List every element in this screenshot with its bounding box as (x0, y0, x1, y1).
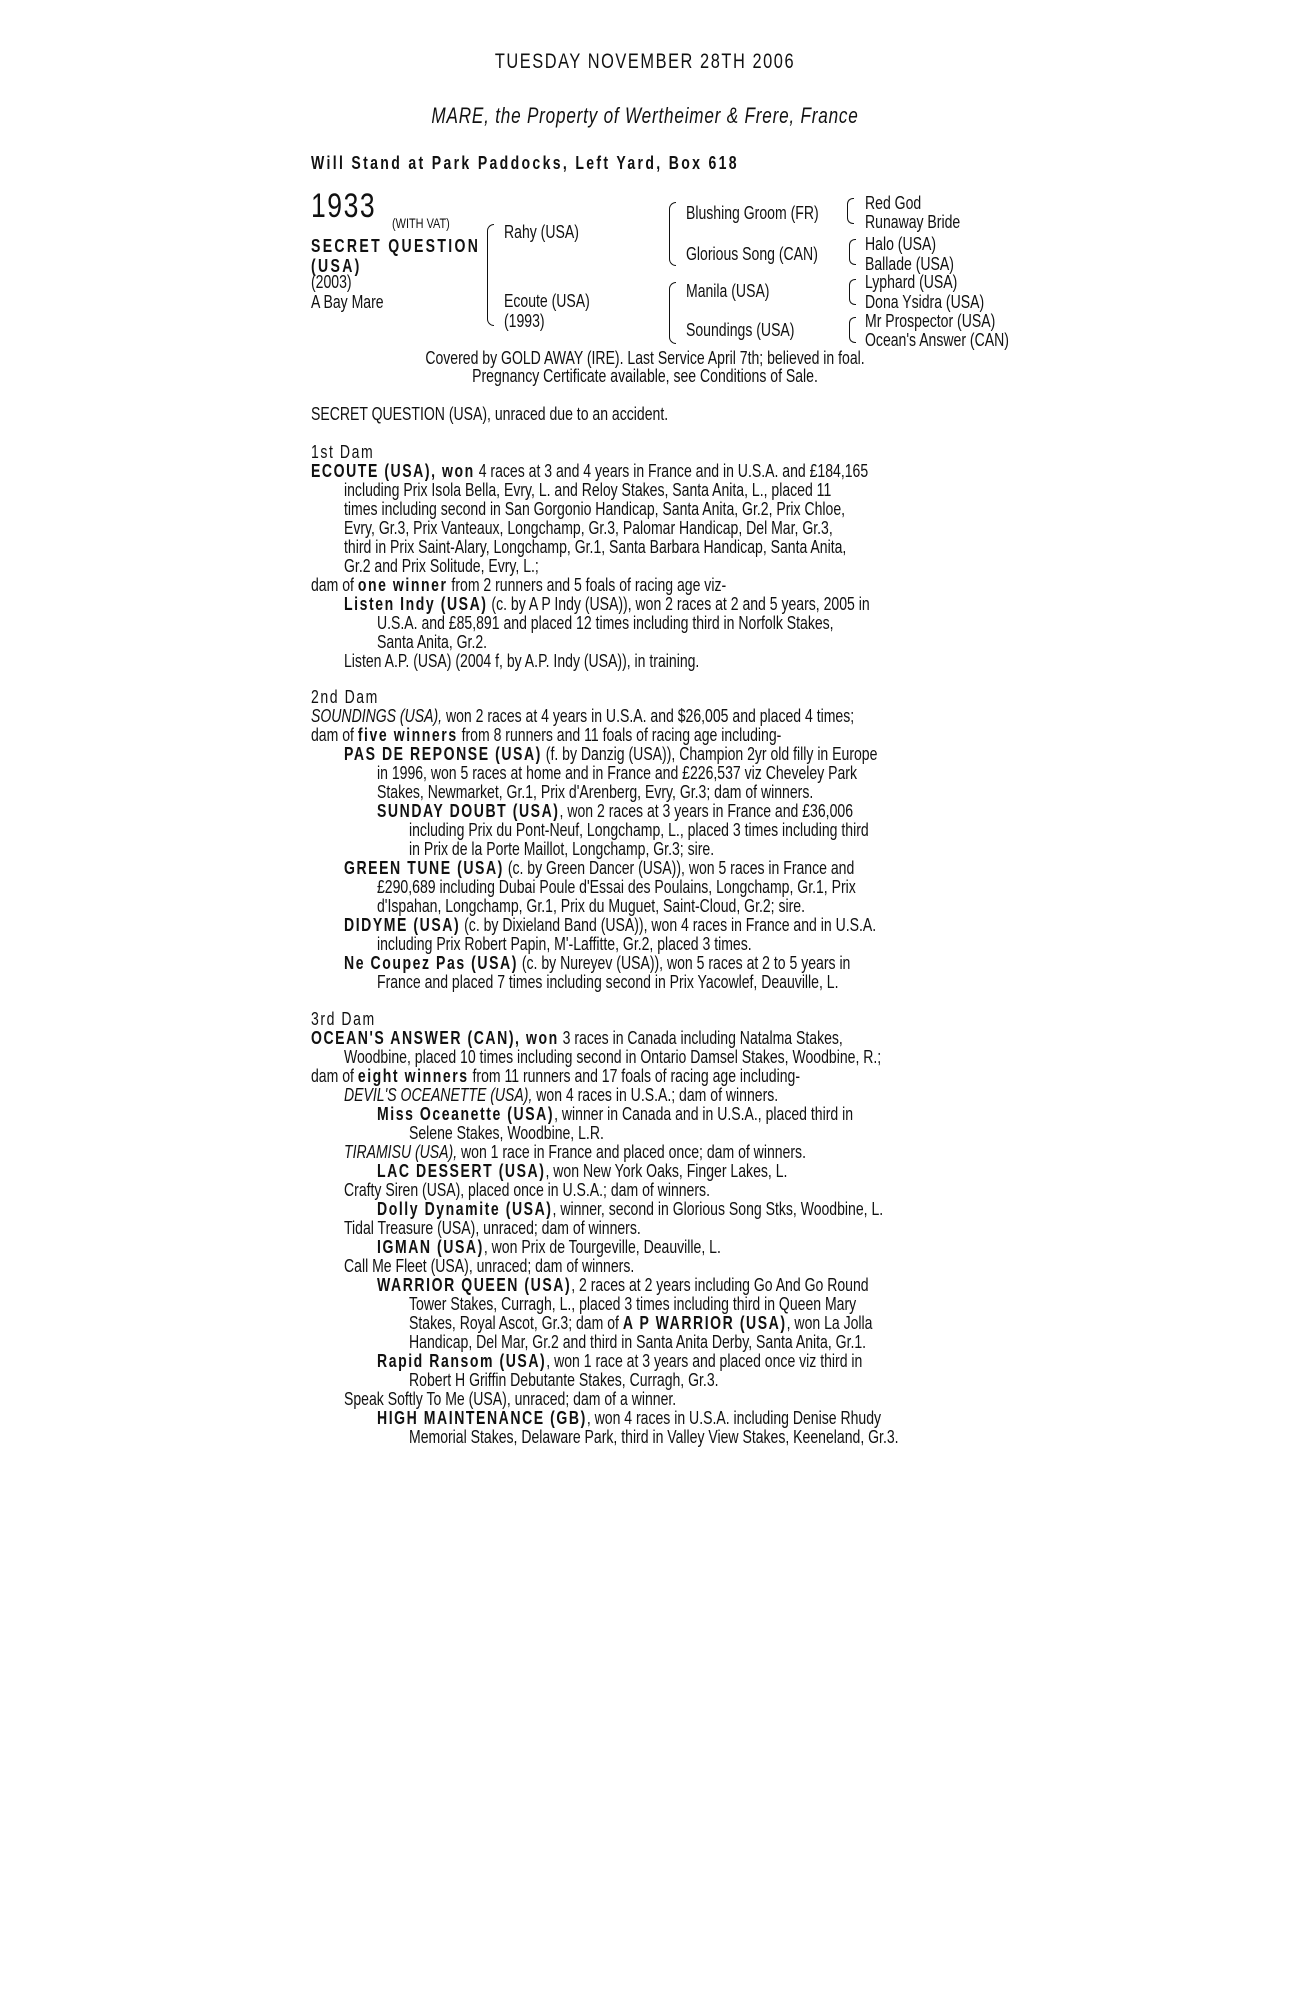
pedigree-g3-2: Runaway Bride (865, 212, 961, 232)
dam-line: SOUNDINGS (USA), won 2 races at 4 years in U.S.A. and $26,005 and placed 4 times; (311, 706, 855, 726)
brace-g3-4 (849, 317, 856, 343)
horse-description: A Bay Mare (311, 292, 384, 312)
record-line: third in Prix Saint-Alary, Longchamp, Gr.1, Santa Barbara Handicap, Santa Anita, (344, 537, 847, 557)
dam-line: OCEAN'S ANSWER (CAN), won 3 races in Canada including Natalma Stakes, (311, 1028, 843, 1048)
horse-name-line2: (USA) (311, 256, 362, 276)
pedigree-g3-8: Ocean's Answer (CAN) (865, 330, 1009, 350)
pedigree-dam-dam: Soundings (USA) (686, 320, 795, 340)
section-heading: 1st Dam (311, 442, 375, 462)
brace-dam-line (669, 282, 676, 344)
record-line: Robert H Griffin Debutante Stakes, Curragh, Gr.3. (409, 1370, 719, 1390)
brace-sire-dam (487, 224, 494, 326)
section-heading: 3rd Dam (311, 1009, 376, 1029)
second-dam-section (311, 688, 1290, 992)
brace-g3-1 (847, 198, 854, 224)
stabling-line: Will Stand at Park Paddocks, Left Yard, Box 618 (311, 153, 739, 173)
record-line: France and placed 7 times including second in Prix Yacowlef, Deauville, L. (377, 972, 839, 992)
record-line: including Prix Isola Bella, Evry, L. and Reloy Stakes, Santa Anita, L., placed 11 (344, 480, 832, 500)
record-line: Tower Stakes, Curragh, L., placed 3 times including third in Queen Mary (409, 1294, 857, 1314)
record-line: Selene Stakes, Woodbine, L.R. (409, 1123, 604, 1143)
produce-summary: dam of eight winners from 11 runners and 17 foals of racing age including- (311, 1066, 801, 1086)
produce-line: TIRAMISU (USA), won 1 race in France and placed once; dam of winners. (344, 1142, 806, 1162)
produce-line: Listen A.P. (USA) (2004 f, by A.P. Indy (USA)), in training. (344, 651, 700, 671)
produce-line: Dolly Dynamite (USA), winner, second in Glorious Song Stks, Woodbine, L. (377, 1199, 884, 1219)
record-line: Santa Anita, Gr.2. (377, 632, 488, 652)
produce-line: Listen Indy (USA) (c. by A P Indy (USA)), won 2 races at 2 and 5 years, 2005 in (344, 594, 870, 614)
produce-line: SUNDAY DOUBT (USA), won 2 races at 3 years in France and £36,006 (377, 801, 854, 821)
brace-g3-3 (849, 279, 856, 305)
record-line: U.S.A. and £85,891 and placed 12 times including third in Norfolk Stakes, (377, 613, 834, 633)
pedigree-sire: Rahy (USA) (504, 222, 579, 242)
pedigree-sire-dam: Glorious Song (CAN) (686, 244, 818, 264)
produce-line: DEVIL'S OCEANETTE (USA), won 4 races in U.S.A.; dam of winners. (344, 1085, 779, 1105)
produce-line: Call Me Fleet (USA), unraced; dam of winners. (344, 1256, 635, 1276)
first-dam-section (311, 443, 1290, 671)
pedigree-g3-6: Dona Ysidra (USA) (865, 292, 985, 312)
pedigree-dam-year: (1993) (504, 311, 545, 331)
record-line: Woodbine, placed 10 times including second in Ontario Damsel Stakes, Woodbine, R.; (344, 1047, 882, 1067)
record-line: times including second in San Gorgonio Handicap, Santa Anita, Gr.2, Prix Chloe, (344, 499, 846, 519)
pedigree-g3-1: Red God (865, 193, 922, 213)
produce-summary: dam of one winner from 2 runners and 5 foals of racing age viz- (311, 575, 727, 595)
lot-number: 1933 (311, 187, 377, 225)
pedigree-g3-4: Ballade (USA) (865, 254, 954, 274)
record-line: Memorial Stakes, Delaware Park, third in Valley View Stakes, Keeneland, Gr.3. (409, 1427, 899, 1447)
produce-line: HIGH MAINTENANCE (GB), won 4 races in U.S.A. including Denise Rhudy (377, 1408, 882, 1428)
pedigree-dam: Ecoute (USA) (504, 291, 590, 311)
produce-line: WARRIOR QUEEN (USA), 2 races at 2 years including Go And Go Round (377, 1275, 869, 1295)
produce-line: LAC DESSERT (USA), won New York Oaks, Finger Lakes, L. (377, 1161, 788, 1181)
horse-name (311, 236, 528, 276)
record-line: in 1996, won 5 races at home and in France and £226,537 viz Cheveley Park (377, 763, 857, 783)
record-line: £290,689 including Dubai Poule d'Essai des Poulains, Longchamp, Gr.1, Prix (377, 877, 856, 897)
pedigree-dam-sire: Manila (USA) (686, 281, 770, 301)
produce-summary: dam of five winners from 8 runners and 11 foals of racing age including- (311, 725, 782, 745)
record-line: Stakes, Royal Ascot, Gr.3; dam of A P WARRIOR (USA), won La Jolla (409, 1313, 873, 1333)
brace-g3-2 (849, 239, 856, 265)
sale-date: TUESDAY NOVEMBER 28TH 2006 (494, 50, 796, 73)
horse-year: (2003) (311, 272, 352, 292)
vendor-line: MARE, the Property of Wertheimer & Frere, France (431, 103, 859, 128)
record-line: in Prix de la Porte Maillot, Longchamp, Gr.3; sire. (409, 839, 715, 859)
produce-line: Crafty Siren (USA), placed once in U.S.A.; dam of winners. (344, 1180, 710, 1200)
vat-label: (WITH VAT) (392, 215, 450, 231)
horse-name-line1: SECRET QUESTION (311, 236, 481, 256)
record-line: Evry, Gr.3, Prix Vanteaux, Longchamp, Gr.3, Palomar Handicap, Del Mar, Gr.3, (344, 518, 833, 538)
produce-line: GREEN TUNE (USA) (c. by Green Dancer (USA)), won 5 races in France and (344, 858, 855, 878)
race-record-note: SECRET QUESTION (USA), unraced due to an accident. (311, 404, 669, 424)
record-line: Gr.2 and Prix Solitude, Evry, L.; (344, 556, 539, 576)
produce-line: DIDYME (USA) (c. by Dixieland Band (USA)), won 4 races in France and in U.S.A. (344, 915, 877, 935)
pedigree-sire-sire: Blushing Groom (FR) (686, 203, 819, 223)
third-dam-section (311, 1010, 1290, 1447)
produce-line: Rapid Ransom (USA), won 1 race at 3 years and placed once viz third in (377, 1351, 863, 1371)
record-line: Handicap, Del Mar, Gr.2 and third in Santa Anita Derby, Santa Anita, Gr.1. (409, 1332, 867, 1352)
produce-line: PAS DE REPONSE (USA) (f. by Danzig (USA)), Champion 2yr old filly in Europe (344, 744, 878, 764)
pedigree-g3-3: Halo (USA) (865, 234, 937, 254)
brace-sire-line (669, 202, 676, 266)
produce-line: Tidal Treasure (USA), unraced; dam of winners. (344, 1218, 641, 1238)
covering-line-1: Covered by GOLD AWAY (IRE). Last Service April 7th; believed in foal. (425, 348, 865, 368)
covering-line-2: Pregnancy Certificate available, see Conditions of Sale. (472, 366, 818, 386)
record-line: including Prix Robert Papin, M'-Laffitte, Gr.2, placed 3 times. (377, 934, 752, 954)
dam-line: ECOUTE (USA), won 4 races at 3 and 4 years in France and in U.S.A. and £184,165 (311, 461, 869, 481)
produce-line: IGMAN (USA), won Prix de Tourgeville, Deauville, L. (377, 1237, 721, 1257)
pedigree-g3-5: Lyphard (USA) (865, 272, 958, 292)
section-heading: 2nd Dam (311, 687, 379, 707)
record-line: d'Ispahan, Longchamp, Gr.1, Prix du Muguet, Saint-Cloud, Gr.2; sire. (377, 896, 806, 916)
pedigree-g3-7: Mr Prospector (USA) (865, 311, 996, 331)
record-line: Stakes, Newmarket, Gr.1, Prix d'Arenberg, Evry, Gr.3; dam of winners. (377, 782, 814, 802)
produce-line: Miss Oceanette (USA), winner in Canada and in U.S.A., placed third in (377, 1104, 854, 1124)
produce-line: Ne Coupez Pas (USA) (c. by Nureyev (USA)), won 5 races at 2 to 5 years in (344, 953, 851, 973)
record-line: including Prix du Pont-Neuf, Longchamp, L., placed 3 times including third (409, 820, 869, 840)
produce-line: Speak Softly To Me (USA), unraced; dam of a winner. (344, 1389, 677, 1409)
